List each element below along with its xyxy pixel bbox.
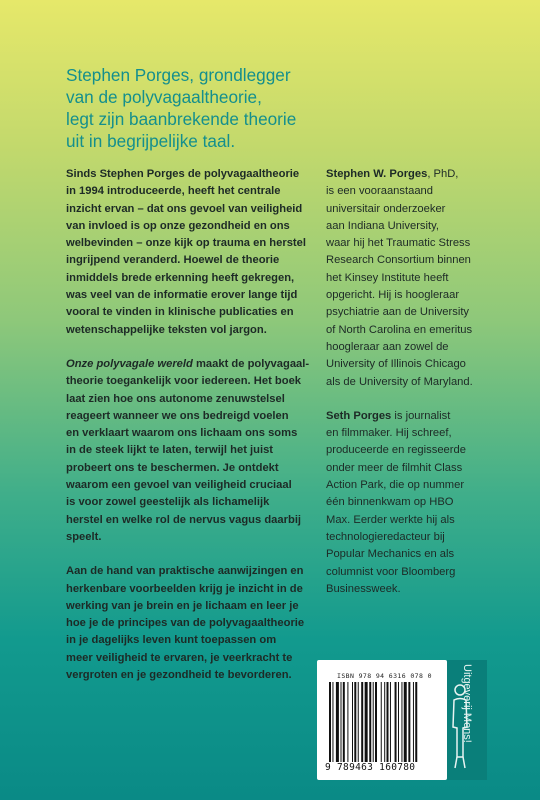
text-fragment: , PhD,: [427, 168, 459, 180]
barcode-bar: [415, 682, 417, 762]
barcode-bar: [343, 682, 345, 762]
text-line: opgericht. Hij is hoogleraar: [326, 289, 460, 302]
text-line: wetenschappelijke teksten vol jargon.: [66, 323, 267, 336]
text-line: University of Illinois Chicago: [326, 358, 466, 371]
text-line: [326, 166, 516, 183]
text-line: waar hij het Traumatic Stress: [326, 237, 471, 250]
barcode-number: 9 789463 160780: [325, 762, 416, 773]
publisher-logo-box: [447, 660, 487, 780]
text-line: waarom een gevoel van veiligheid cruciaal: [66, 479, 292, 492]
tagline-line: legt zijn baanbrekende theorie: [66, 109, 297, 129]
text-line: in je dagelijks leven kunt toepassen om: [66, 634, 277, 647]
bio-stephen-porges: [326, 166, 516, 391]
publisher-name: Uitgeverij Mens!: [461, 664, 473, 743]
text-line: herkenbare voorbeelden krijg je inzicht in de: [66, 582, 303, 595]
text-line: technologieredacteur bij: [326, 530, 445, 543]
text-fragment: maakt de polyvagaal-: [192, 357, 310, 370]
barcode-bars: [327, 682, 443, 762]
book-title: Onze polyvagale wereld: [66, 357, 193, 370]
barcode-bar: [373, 682, 374, 762]
text-line: theorie toegankelijk voor iedereen. Het boek: [66, 375, 302, 388]
text-line: probeert ons te beschermen. Je ontdekt: [66, 461, 279, 474]
text-line: speelt.: [66, 530, 102, 543]
text-line: ingrijpend veranderd. Hoewel de theorie: [66, 254, 280, 267]
barcode-bar: [352, 682, 353, 762]
author-bios: [326, 166, 516, 615]
barcode-bar: [375, 682, 377, 762]
barcode-bar: [332, 682, 333, 762]
text-line: aan Indiana University,: [326, 219, 439, 232]
tagline-line: uit in begrijpelijke taal.: [66, 131, 236, 151]
tagline: [66, 64, 466, 152]
text-line: één binnenkwam op HBO: [326, 496, 454, 509]
barcode: [317, 660, 447, 780]
text-line: en verklaart waarom ons lichaam ons soms: [66, 427, 298, 440]
text-line: [326, 408, 516, 425]
text-line: van invloed is op onze gezondheid en ons: [66, 219, 290, 232]
barcode-bar: [413, 682, 414, 762]
text-line: vooral te vinden in klinische publicaties en: [66, 306, 294, 319]
text-line: was veel van de informatie erover lange tijd: [66, 289, 298, 302]
barcode-bar: [390, 682, 391, 762]
text-line: onder meer de filmhit Class: [326, 461, 463, 474]
barcode-bar: [381, 682, 382, 762]
barcode-bar: [395, 682, 397, 762]
barcode-bar: [336, 682, 339, 762]
barcode-bar: [365, 682, 368, 762]
text-line: Sinds Stephen Porges de polyvagaaltheorie: [66, 168, 300, 180]
text-line: als de University of Maryland.: [326, 375, 473, 388]
barcode-bar: [358, 682, 359, 762]
author-name: Stephen W. Porges: [326, 168, 428, 180]
text-line: meer veiligheid te ervaren, je veerkracht te: [66, 651, 293, 664]
barcode-bar: [369, 682, 371, 762]
text-line: Max. Eerder werkte hij als: [326, 513, 455, 526]
text-line: hoe je de principes van de polyvagaaltheorie: [66, 617, 305, 630]
text-line: universitair onderzoeker: [326, 202, 446, 215]
text-line: Businessweek.: [326, 582, 401, 595]
barcode-bar: [408, 682, 410, 762]
text-line: vergroten en je gezondheid te bevorderen.: [66, 669, 292, 682]
text-line: reageert wanneer we ons bedreigd voelen: [66, 409, 289, 422]
author-name: Seth Porges: [326, 409, 392, 422]
description-paragraph-3: [66, 563, 311, 684]
barcode-bar: [404, 682, 407, 762]
text-line: columnist voor Bloomberg: [326, 565, 456, 578]
description-paragraph-2: [66, 356, 311, 546]
text-line: herstel en welke rol de nervus vagus daarbij: [66, 513, 302, 526]
text-line: hoogleraar aan zowel de: [326, 340, 449, 353]
text-line: is een vooraanstaand: [326, 185, 433, 198]
barcode-bar: [329, 682, 331, 762]
text-line: welbevinden – onze kijk op trauma en herstel: [66, 237, 306, 250]
barcode-bar: [384, 682, 385, 762]
text-line: in 1994 introduceerde, heeft het centrale: [66, 185, 281, 198]
text-fragment: is journalist: [391, 409, 451, 422]
description-column: [66, 166, 311, 701]
text-line: Popular Mechanics en als: [326, 548, 455, 561]
description-paragraph-1: [66, 166, 311, 339]
tagline-line: Stephen Porges, grondlegger: [66, 65, 291, 85]
text-line: inzicht ervan – dat ons gevoel van veiligheid: [66, 202, 303, 215]
text-line: laat zien hoe ons autonome zenuwstelsel: [66, 392, 285, 405]
text-line: Action Park, die op nummer: [326, 479, 465, 492]
barcode-bar: [401, 682, 402, 762]
text-line: het Kinsey Institute heeft: [326, 271, 449, 284]
text-line: en filmmaker. Hij schreef,: [326, 427, 452, 440]
tagline-line: van de polyvagaaltheorie,: [66, 87, 262, 107]
isbn-text: ISBN 978 94 6316 078 0: [337, 672, 432, 680]
text-line: is voor zowel geestelijk als lichamelijk: [66, 496, 270, 509]
text-line: of North Carolina en emeritus: [326, 323, 473, 336]
text-line: [66, 356, 311, 373]
text-line: Aan de hand van praktische aanwijzingen en: [66, 565, 304, 578]
barcode-bar: [387, 682, 389, 762]
barcode-bar: [361, 682, 363, 762]
text-line: in de steek lijkt te laten, terwijl het juist: [66, 444, 274, 457]
bio-seth-porges: [326, 408, 516, 598]
barcode-bar: [341, 682, 342, 762]
barcode-bar: [354, 682, 356, 762]
barcode-bar: [347, 682, 348, 762]
text-line: Research Consortium binnen: [326, 254, 471, 267]
text-line: inmiddels brede erkenning heeft gekregen,: [66, 271, 295, 284]
text-line: psychiatrie aan de University: [326, 306, 470, 319]
barcode-bar: [398, 682, 399, 762]
text-line: produceerde en regisseerde: [326, 444, 466, 457]
text-line: werking van je brein en je lichaam en leer je: [66, 599, 299, 612]
